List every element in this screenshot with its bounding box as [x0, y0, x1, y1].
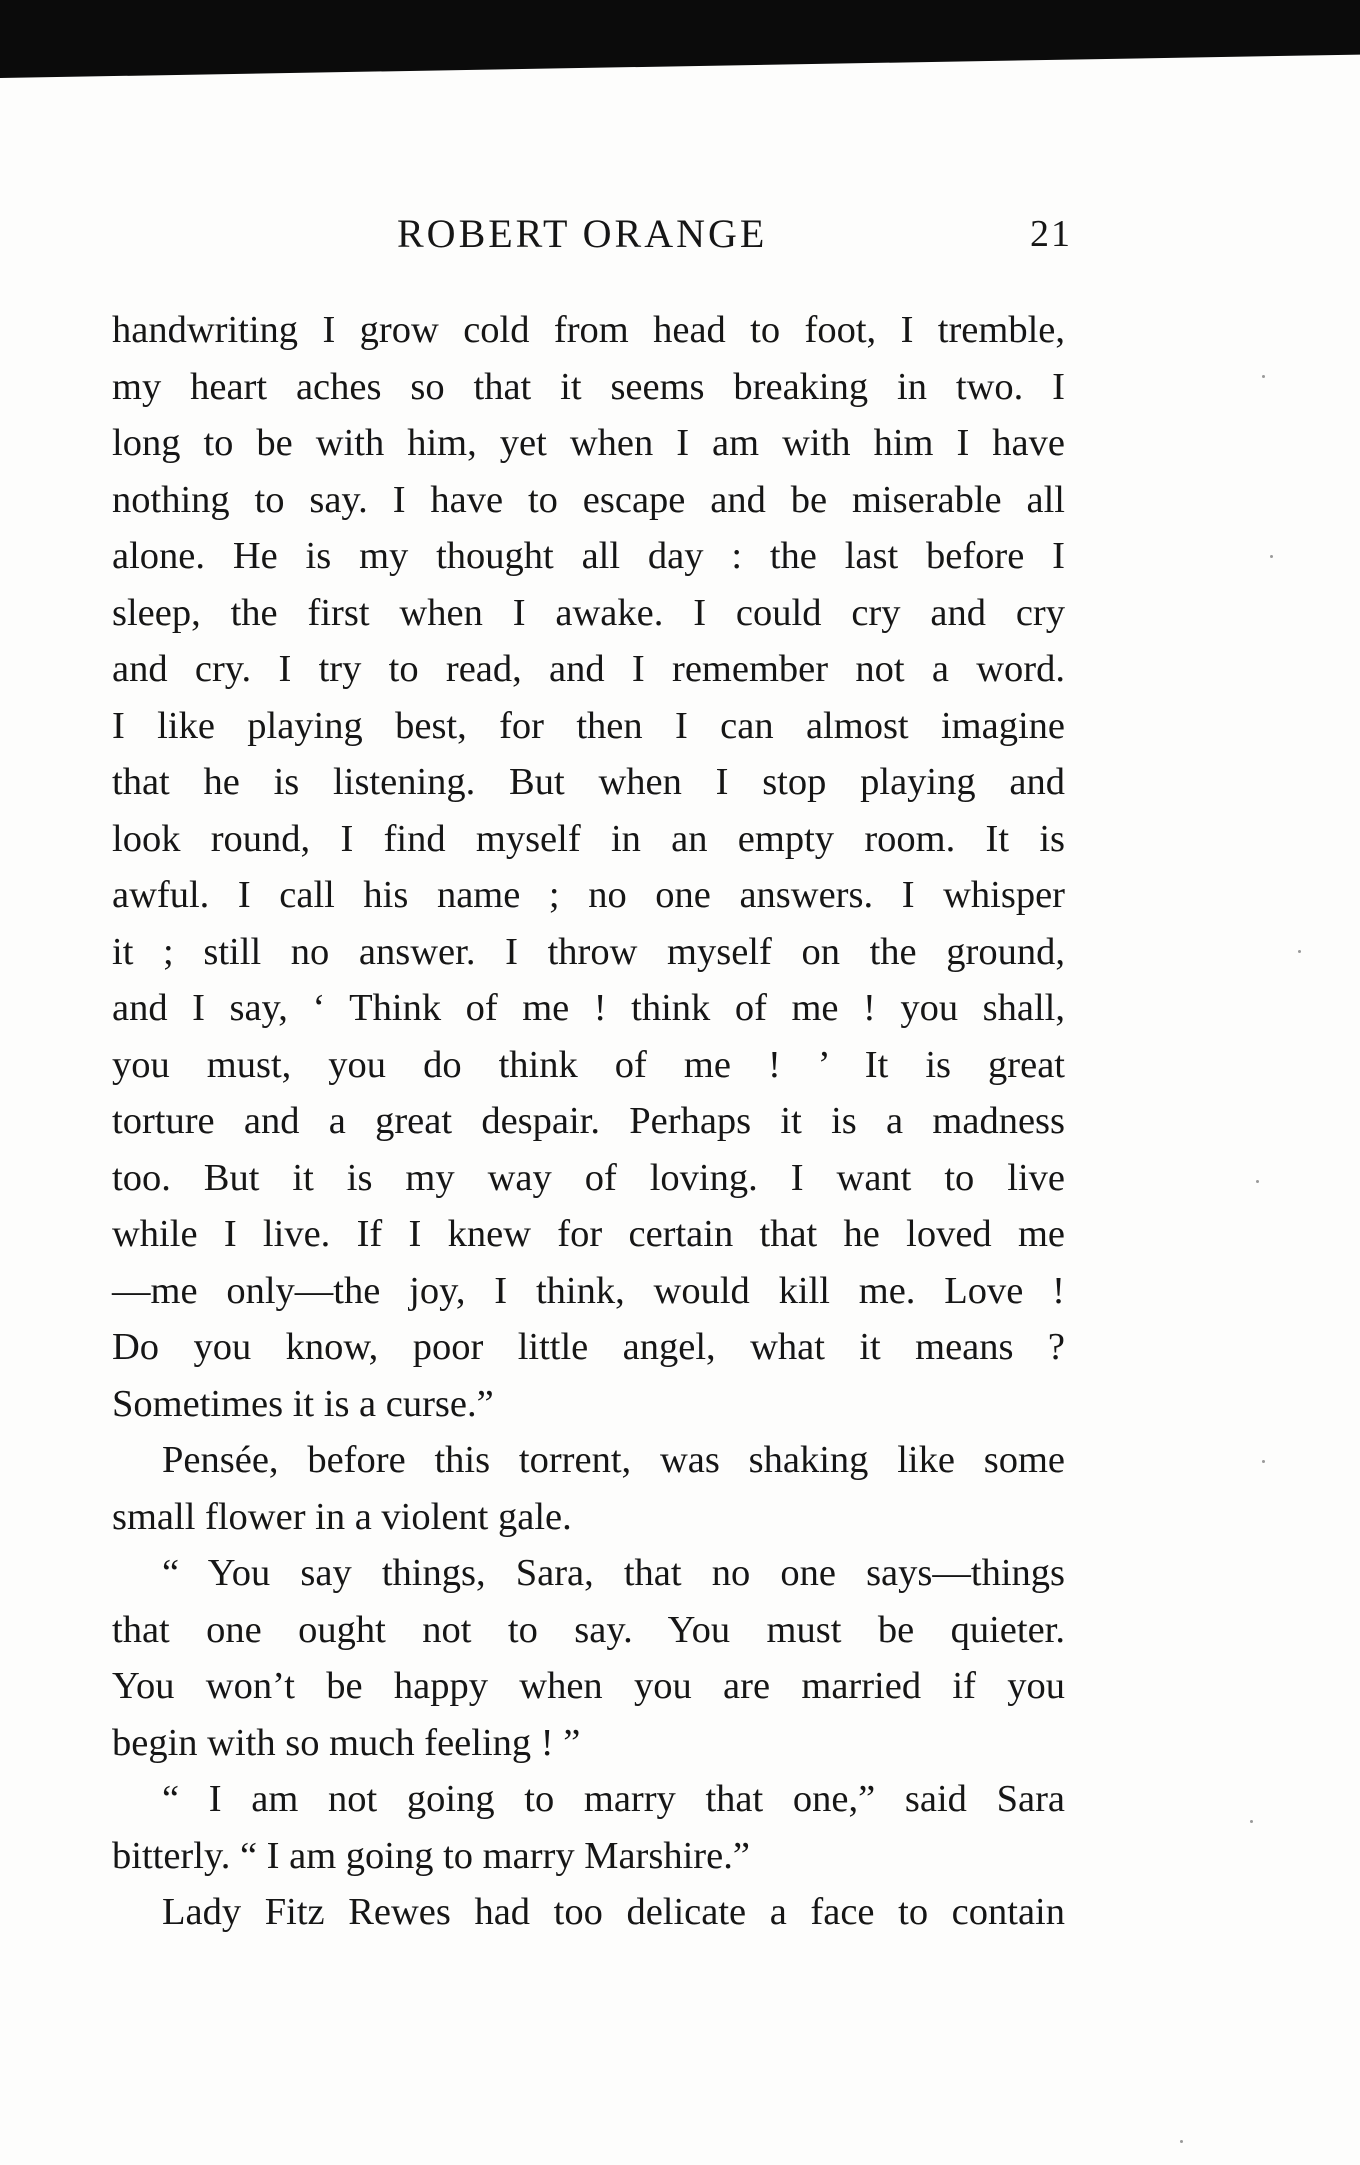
- text-line: you must, you do think of me ! ’ It is great: [112, 1043, 1065, 1086]
- text-line: I like playing best, for then I can almost imagine: [112, 704, 1065, 747]
- text-line: sleep, the first when I awake. I could cry and cry: [112, 591, 1065, 634]
- text-line: You won’t be happy when you are married if you: [112, 1665, 1065, 1707]
- text-line: begin with so much feeling ! ”: [112, 1721, 581, 1764]
- text-line: alone. He is my thought all day : the last before I: [112, 535, 1065, 577]
- text-line: my heart aches so that it seems breaking in two. I: [112, 365, 1065, 408]
- text-line: torture and a great despair. Perhaps it is a madness: [112, 1100, 1065, 1142]
- body-text: [112, 302, 1065, 1941]
- scan-speck: [1262, 375, 1265, 378]
- text-line: and cry. I try to read, and I remember not a word.: [112, 648, 1065, 690]
- text-line: Lady Fitz Rewes had too delicate a face to contain: [162, 1891, 1065, 1933]
- text-line: small flower in a violent gale.: [112, 1495, 572, 1538]
- text-line: that one ought not to say. You must be quieter.: [112, 1608, 1065, 1651]
- text-line: —me only—the joy, I think, would kill me. Love !: [112, 1269, 1065, 1312]
- text-line: it ; still no answer. I throw myself on the ground,: [112, 930, 1065, 973]
- text-line: Pensée, before this torrent, was shaking like some: [162, 1439, 1065, 1481]
- text-line: Do you know, poor little angel, what it means ?: [112, 1326, 1065, 1368]
- text-line: too. But it is my way of loving. I want to live: [112, 1156, 1065, 1199]
- scan-speck: [1262, 1460, 1265, 1463]
- running-head: [112, 210, 1072, 270]
- scan-speck: [1250, 1820, 1253, 1823]
- page-number: 21: [1030, 213, 1072, 255]
- text-line: “ You say things, Sara, that no one says—things: [162, 1552, 1065, 1594]
- text-line: look round, I find myself in an empty room. It is: [112, 817, 1065, 860]
- scan-speck: [1270, 555, 1273, 558]
- scan-speck: [1256, 1180, 1259, 1183]
- scan-speck: [1298, 950, 1301, 953]
- text-line: “ I am not going to marry that one,” said Sara: [162, 1778, 1065, 1820]
- text-line: long to be with him, yet when I am with him I have: [112, 422, 1065, 464]
- running-title: ROBERT ORANGE: [397, 211, 768, 256]
- text-line: that he is listening. But when I stop playing and: [112, 761, 1065, 803]
- text-line: while I live. If I knew for certain that he loved me: [112, 1213, 1065, 1255]
- scan-edge-shadow: [0, 0, 1360, 78]
- text-line: nothing to say. I have to escape and be miserable all: [112, 478, 1065, 521]
- text-line: Sometimes it is a curse.”: [112, 1382, 494, 1425]
- text-line: and I say, ‘ Think of me ! think of me ! you shall,: [112, 987, 1065, 1029]
- text-line: bitterly. “ I am going to marry Marshire.”: [112, 1834, 750, 1877]
- scan-speck: [1180, 2140, 1183, 2143]
- text-line: awful. I call his name ; no one answers. I whisper: [112, 874, 1065, 916]
- text-line: handwriting I grow cold from head to foot, I tremble,: [112, 309, 1065, 351]
